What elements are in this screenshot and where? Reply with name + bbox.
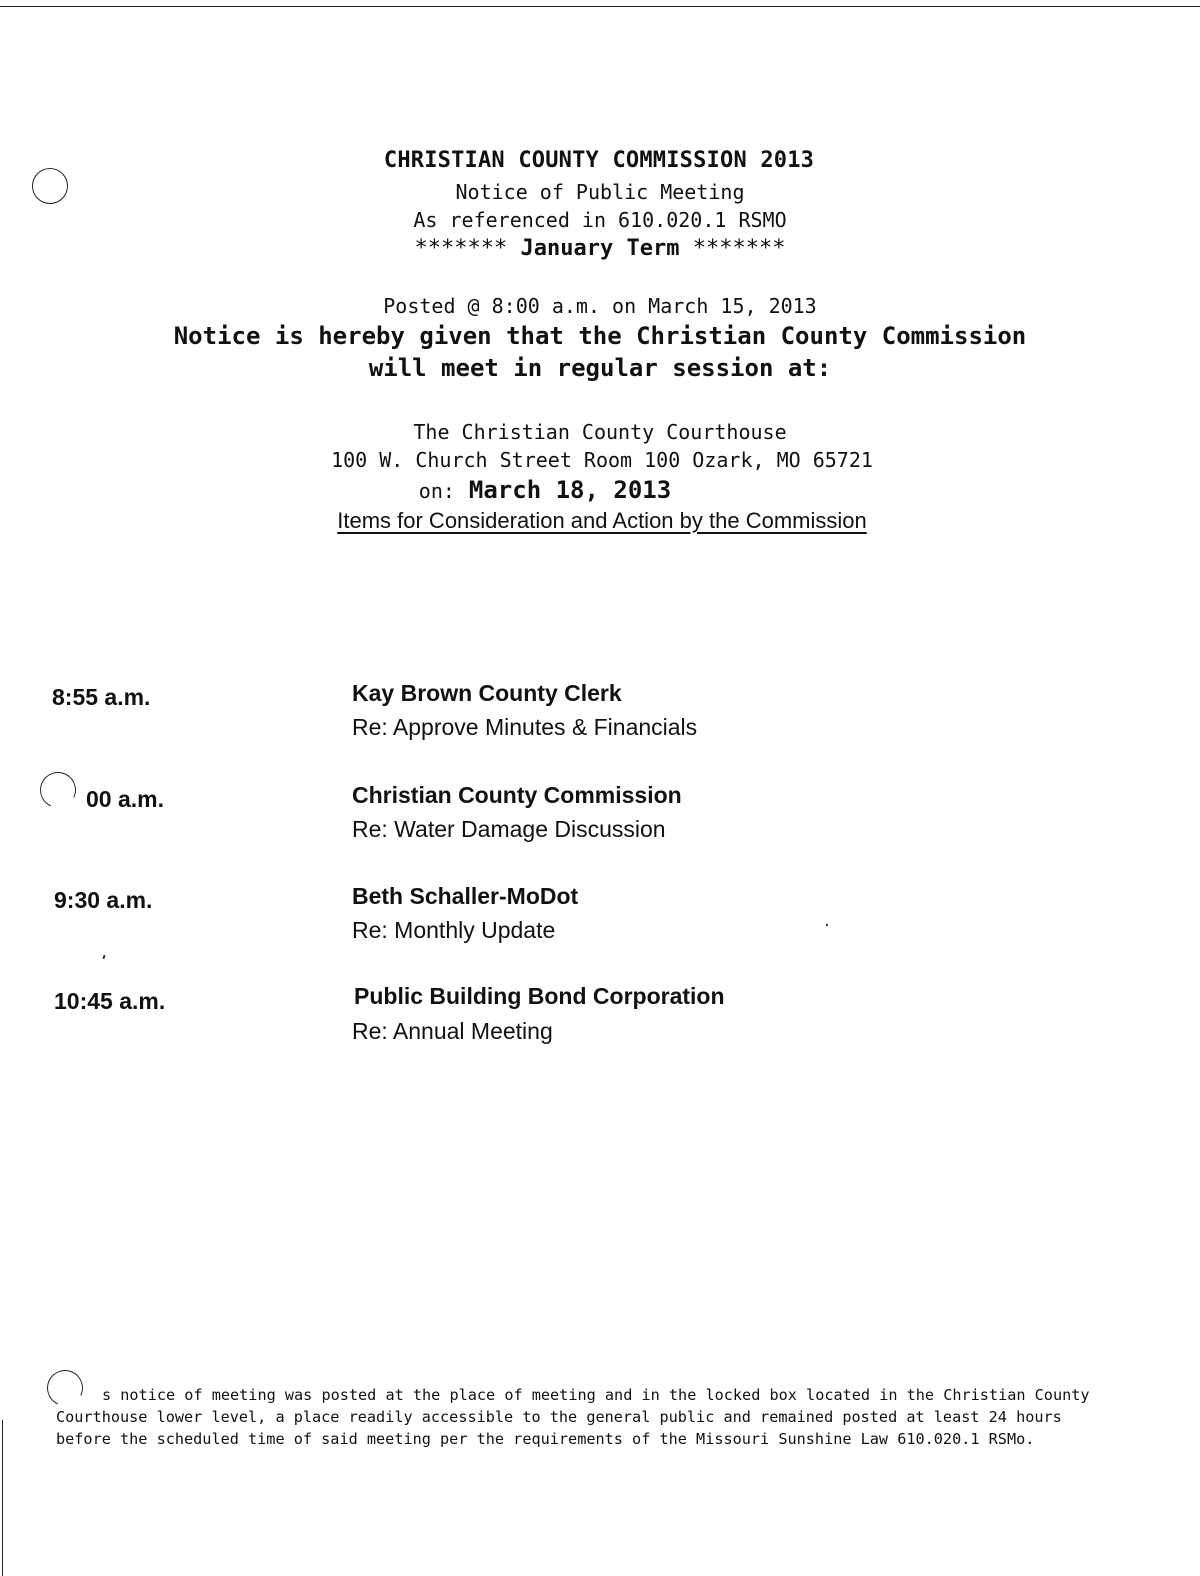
agenda-presenter: Public Building Bond Corporation — [354, 983, 725, 1009]
term-prefix: ******* — [414, 236, 508, 261]
agenda-time: 8:55 a.m. — [52, 684, 151, 710]
document-title: CHRISTIAN COUNTY COMMISSION 2013 — [383, 148, 815, 173]
posted-timestamp: Posted @ 8:00 a.m. on March 15, 2013 — [383, 294, 817, 318]
term-name: January Term — [520, 236, 680, 261]
scan-speck — [826, 924, 828, 926]
agenda-subject: Re: Monthly Update — [352, 917, 556, 943]
punch-hole-middle — [35, 767, 81, 813]
agenda-subject: Re: Water Damage Discussion — [352, 816, 666, 842]
footer-line-3: before the scheduled time of said meeting per the requirements of the Missouri Sunshine Law 610.020.1 RSMo. — [56, 1430, 1035, 1448]
term-suffix: ******* — [692, 236, 786, 261]
statute-reference: As referenced in 610.020.1 RSMO — [413, 208, 787, 232]
footer-line-2: Courthouse lower level, a place readily accessible to the general public and remained posted at least 24 hours — [56, 1408, 1062, 1426]
agenda-time: 9:30 a.m. — [54, 887, 153, 913]
notice-statement-line-2: will meet in regular session at: — [368, 354, 832, 382]
agenda-presenter: Christian County Commission — [352, 782, 682, 808]
items-header — [0, 508, 1200, 534]
agenda-presenter: Beth Schaller-MoDot — [352, 883, 579, 909]
meeting-date-line — [0, 476, 1090, 504]
notice-type: Notice of Public Meeting — [455, 180, 745, 204]
agenda-subject: Re: Approve Minutes & Financials — [352, 714, 698, 740]
agenda-presenter: Kay Brown County Clerk — [352, 680, 622, 706]
term-line — [0, 236, 1200, 261]
notice-statement-line-1: Notice is hereby given that the Christian County Commission — [173, 322, 1027, 350]
agenda-time: 00 a.m. — [86, 786, 164, 812]
items-header-text: Items for Consideration and Action by the Commission — [337, 508, 867, 533]
meeting-address: 100 W. Church Street Room 100 Ozark, MO 65721 — [331, 448, 873, 472]
footer-line-1: s notice of meeting was posted at the place of meeting and in the locked box located in the Christian County — [102, 1386, 1090, 1404]
scan-edge-left — [2, 1420, 3, 1576]
meeting-date: March 18, 2013 — [468, 476, 672, 504]
agenda-subject: Re: Annual Meeting — [352, 1018, 553, 1044]
scan-edge-top — [0, 6, 1200, 7]
scan-speck — [102, 955, 105, 959]
date-label: on: — [418, 479, 455, 503]
meeting-location: The Christian County Courthouse — [413, 420, 787, 444]
posting-certification — [56, 1384, 1166, 1450]
agenda-time: 10:45 a.m. — [54, 988, 166, 1014]
